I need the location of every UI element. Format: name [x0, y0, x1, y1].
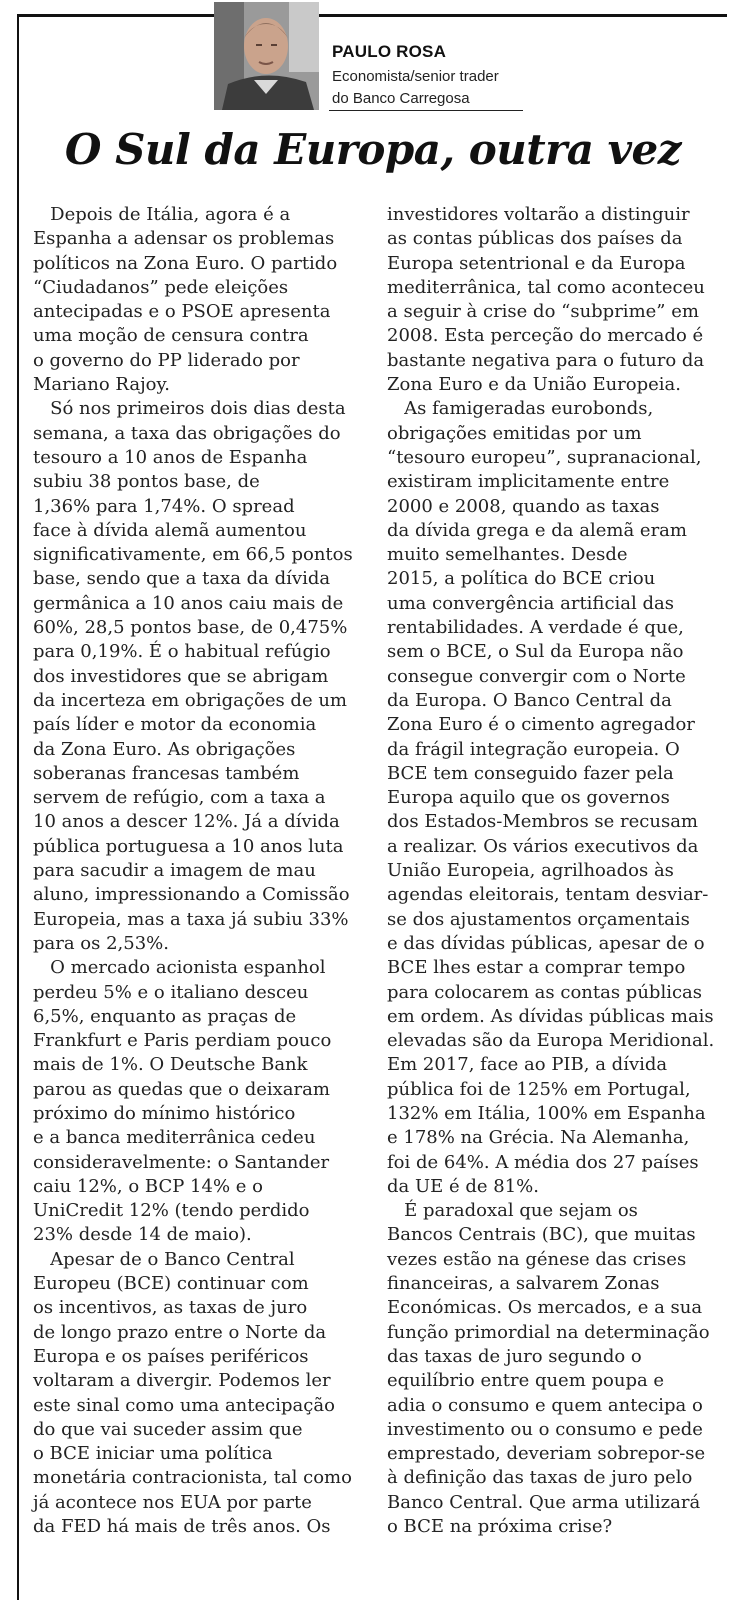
paragraph: investidores voltarão a distinguir as contas públicas dos países da Europa setentrional e da Europa mediterrânica, tal como aconteceu a seguir à crise do “subprime” em 2008. Esta perceção do mercado é bastante negativa para o futuro da Zona Euro e da União Europeia.: [387, 204, 705, 396]
author-underline: [329, 110, 523, 111]
paragraph: É paradoxal que sejam os Bancos Centrais (BC), que muitas vezes estão na génese das crises financeiras, a salvarem Zonas Económicas. Os mercados, e a sua função primordial na determinação das taxas de juro segundo o equilíbrio entre quem poupa e adia o consumo e quem antecipa o investimento ou o consumo e pede emprestado, deveriam sobrepor-se à definição das taxas de juro pelo Banco Central. Que arma utilizará o BCE na próxima crise?: [387, 1200, 710, 1538]
paragraph: As famigeradas eurobonds, obrigações emitidas por um “tesouro europeu”, supranacional, existiram implicitamente entre 2000 e 2008, quando as taxas da dívida grega e da alemã eram muito semelhantes. Desde 2015, a política do BCE criou uma convergência artificial das rentabilidades. A verdade é que, sem o BCE, o Sul da Europa não consegue convergir com o Norte da Europa. O Banco Central da Zona Euro é o cimento agregador da frágil integração europeia. O BCE tem conseguido fazer pela Europa aquilo que os governos dos Estados-Membros se recusam a realizar. Os vários executivos da União Europeia, agrilhoados às agendas eleitorais, tentam desviar- se dos ajustamentos orçamentais e das dívidas públicas, apesar de o BCE lhes estar a comprar tempo para colocarem as contas públicas em ordem. As dívidas públicas mais elevadas são da Europa Meridional. Em 2017, face ao PIB, a dívida pública foi de 125% em Portugal, 132% em Itália, 100% em Espanha e 178% na Grécia. Na Alemanha, foi de 64%. A média dos 27 países da UE é de 81%.: [387, 398, 715, 1197]
paragraph: Depois de Itália, agora é a Espanha a adensar os problemas políticos na Zona Euro. O partido “Ciudadanos” pede eleições antecipadas e o PSOE apresenta uma moção de censura contra o governo do PP liderado por Mariano Rajoy.: [33, 204, 338, 396]
left-border-rule: [17, 14, 19, 1600]
top-border-rule: [17, 14, 217, 17]
author-photo: [214, 2, 319, 110]
author-name: PAULO ROSA: [332, 42, 447, 61]
article-column-left: [33, 203, 363, 1539]
top-border-rule-right: [317, 14, 727, 17]
author-role: Economista/senior trader do Banco Carregosa: [332, 68, 499, 107]
paragraph: O mercado acionista espanhol perdeu 5% e o italiano desceu 6,5%, enquanto as praças de Frankfurt e Paris perdiam pouco mais de 1%. O Deutsche Bank parou as quedas que o deixaram próximo do mínimo histórico e a banca mediterrânica cedeu consideravelmente: o Santander caiu 12%, o BCP 14% e o UniCredit 12% (tendo perdido 23% desde 14 de maio).: [33, 957, 332, 1246]
headline: O Sul da Europa, outra vez: [64, 125, 682, 174]
paragraph: Apesar de o Banco Central Europeu (BCE) continuar com os incentivos, as taxas de juro de longo prazo entre o Norte da Europa e os países periféricos voltaram a divergir. Podemos ler este sinal como uma antecipação do que vai suceder assim que o BCE iniciar uma política monetária contracionista, tal como já acontece nos EUA por parte da FED há mais de três anos. Os: [33, 1248, 352, 1538]
paragraph: Só nos primeiros dois dias desta semana, a taxa das obrigações do tesouro a 10 anos de Espanha subiu 38 pontos base, de 1,36% para 1,74%. O spread face à dívida alemã aumentou significativamente, em 66,5 pontos base, sendo que a taxa da dívida germânica a 10 anos caiu mais de 60%, 28,5 pontos base, de 0,475% para 0,19%. É o habitual refúgio dos investidores que se abrigam da incerteza em obrigações de um país líder e motor da economia da Zona Euro. As obrigações soberanas francesas também servem de refúgio, com a taxa a 10 anos a descer 12%. Já a dívida pública portuguesa a 10 anos luta para sacudir a imagem de mau aluno, impressionando a Comissão Europeia, mas a taxa já subiu 33% para os 2,53%.: [33, 398, 353, 954]
article-column-right: [387, 203, 717, 1539]
